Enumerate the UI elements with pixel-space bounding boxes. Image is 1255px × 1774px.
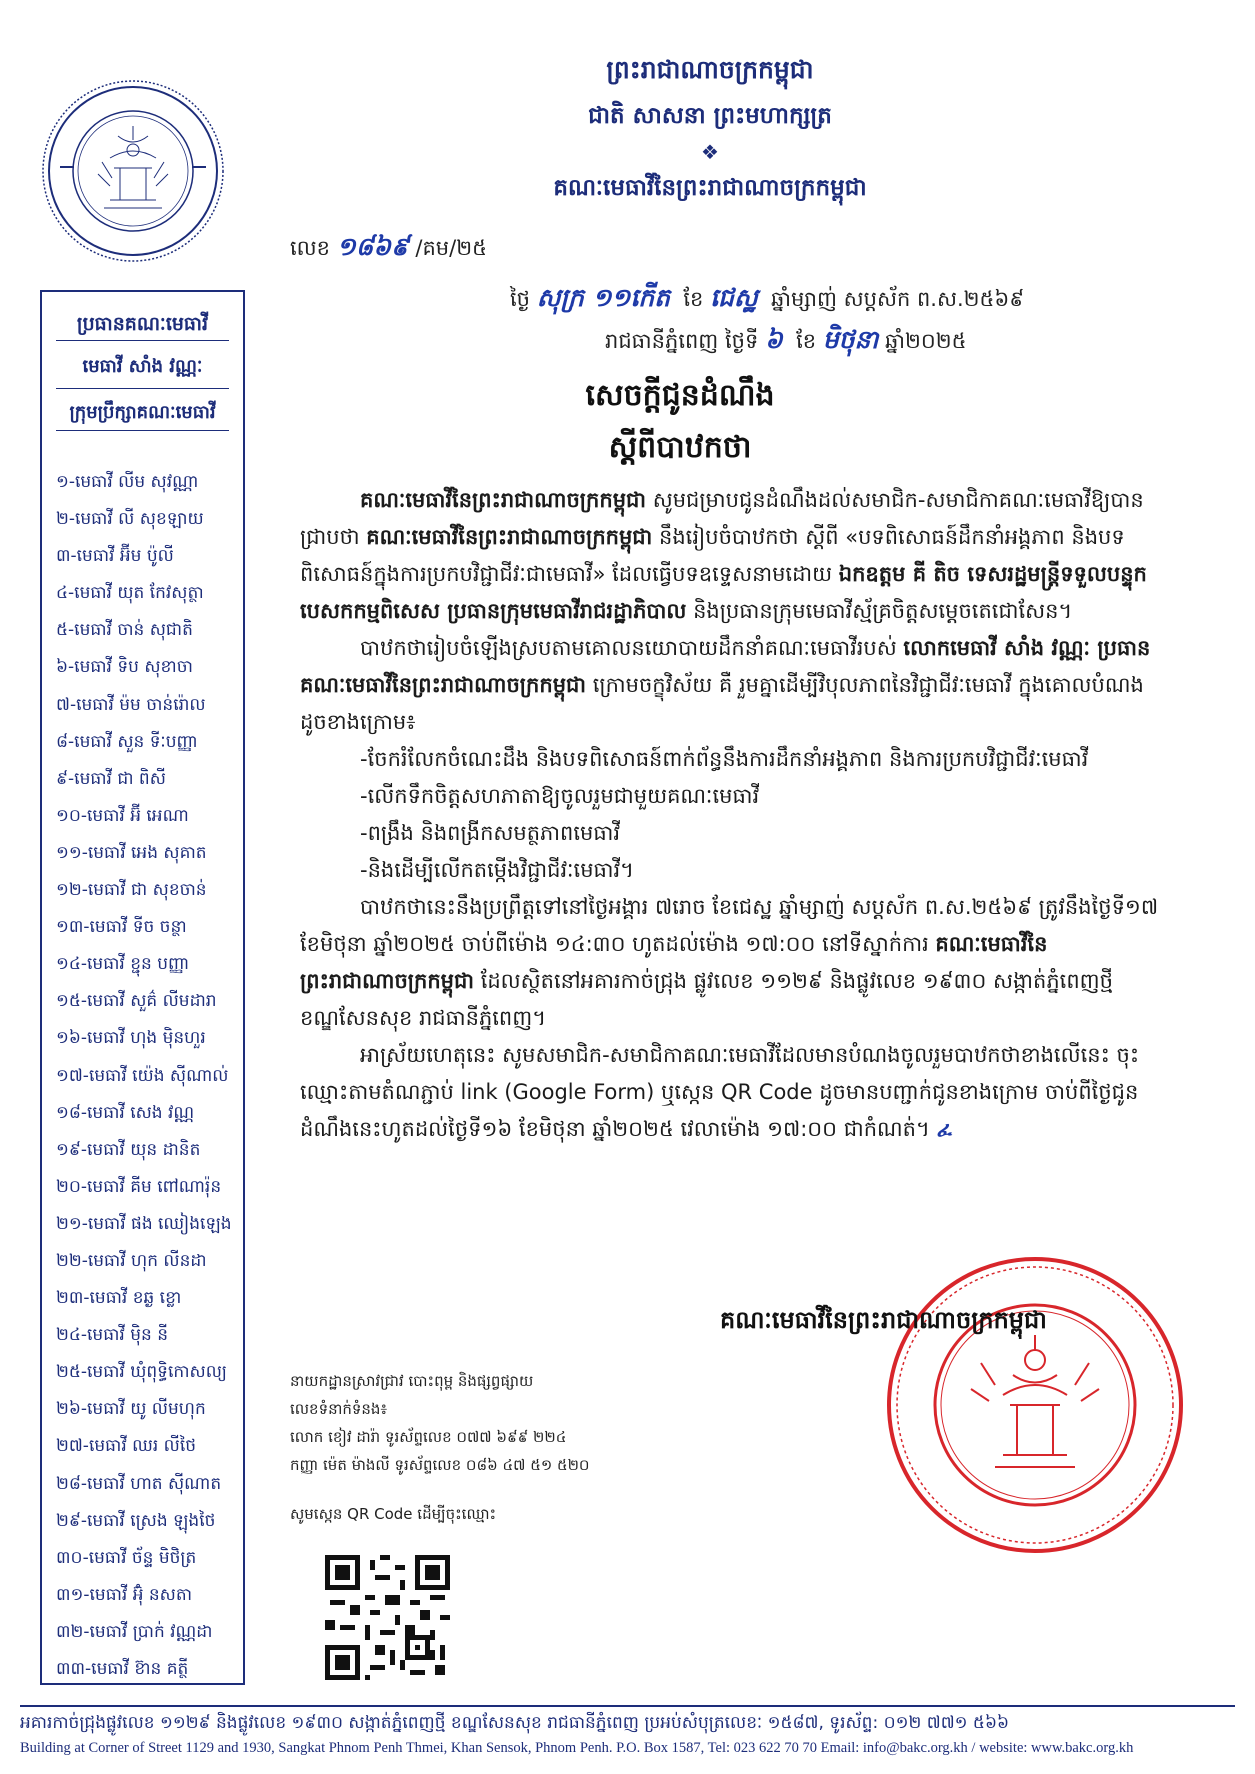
- contact-person-2: កញ្ញា ម៉េត ម៉ាងលី ទូរស័ព្ទលេខ ០៨៦ ៤៧ ៥១ ៥២០: [290, 1456, 590, 1474]
- notice-title: សេចក្តីជូនដំណឹង: [585, 378, 775, 413]
- reference-number: [290, 232, 487, 268]
- solar-month: មិថុនា: [822, 325, 879, 354]
- text: និងប្រធានក្រុមមេធាវីស្ម័គ្រចិត្តសម្តេចតេជោសែន។: [686, 599, 1073, 623]
- kingdom-title: ព្រះរាជាណាចក្រកម្ពុជា: [606, 55, 814, 84]
- lunar-day: សុក្រ ១១កើត: [536, 283, 671, 312]
- council-member-item: ១-មេធាវី លីម សុវណ្ណា: [56, 472, 199, 492]
- paragraph-1: [300, 482, 1160, 630]
- org-name: គណៈមេធាវីនៃព្រះរាជាណាចក្រកម្ពុជា: [366, 525, 653, 549]
- council-member-item: ១២-មេធាវី ជា សុខចាន់: [56, 880, 207, 901]
- speaker-name: ឯកឧត្តម គី តិច ទេសរដ្ឋមន្ត្រីទទួលបន្ទុកបេសកកម្មពិសេស ប្រធានក្រុមមេធាវីរាជរដ្ឋាភិបាល: [300, 562, 1147, 623]
- official-red-seal: [885, 1255, 1185, 1555]
- council-member-item: ៣៣-មេធាវី ខ៊ាន គត្ថី: [56, 1659, 189, 1679]
- council-member-item: ១៥-មេធាវី សួគ៌ លីមដារា: [56, 991, 217, 1012]
- council-member-item: ៤-មេធាវី យុត កែវសុត្ថា: [56, 583, 204, 604]
- council-member-item: ៣២-មេធាវី ប្រាក់ វណ្ណដា: [56, 1621, 213, 1642]
- council-member-item: ១០-មេធាវី អ៊ី អេណា: [56, 805, 189, 826]
- lunar-month: ជេស្ឋ: [710, 283, 758, 312]
- footer-address-khmer: អគារកាច់ជ្រុងផ្លូវលេខ ១១២៩ និងផ្លូវលេខ ១៩៣០ សង្កាត់ភ្នំពេញថ្មី ខណ្ឌសែនសុខ រាជធានីភ្នំពេញ ប្រអប់សំបុត្រលេខៈ ១៥៨៧, ទូរស័ព្ទ: ០១២ ៧៧១ ៥៦៦: [20, 1713, 1010, 1733]
- council-member-list: [56, 464, 232, 1688]
- council-member-item: ២២-មេធាវី ហុក លីនដា: [56, 1250, 207, 1271]
- divider: [56, 388, 229, 389]
- contact-person-1: លោក ខៀវ ដារ៉ា ទូរស័ព្ទលេខ ០៧៧ ៦៩៩ ២២៤: [290, 1428, 567, 1446]
- council-member-item: ២៦-មេធាវី យូ លីមហុក: [56, 1399, 206, 1420]
- president-reference: លោកមេធាវី សាំង វណ្ណៈ ប្រធានគណៈមេធាវីនៃព្រះរាជាណាចក្រកម្ពុជា: [300, 636, 1151, 697]
- council-member-item: ៣-មេធាវី អ៊ីម ប៉ូលី: [56, 546, 174, 567]
- council-member-item: ២៨-មេធាវី ហាត ស៊ីណាត: [56, 1473, 222, 1494]
- objective-item: -ចែករំលែកចំណេះដឹង និងបទពិសោធន៍ពាក់ព័ន្ធនឹងការដឹកនាំអង្គភាព និងការប្រកបវិជ្ជាជីវៈមេធាវី: [360, 747, 1089, 771]
- bar-association-seal: [40, 78, 226, 264]
- council-member-item: ២-មេធាវី លី សុខឡាយ: [56, 509, 204, 530]
- council-member-item: ៦-មេធាវី ទិប សុខាចា: [56, 657, 193, 678]
- solar-year: ឆ្នាំ២០២៥: [884, 329, 967, 353]
- reference-label: លេខ: [290, 236, 330, 260]
- org-name: គណៈមេធាវីនៃព្រះរាជាណាចក្រកម្ពុជា: [300, 932, 1048, 993]
- council-member-item: ១៩-មេធាវី យុន ដានិត: [56, 1139, 201, 1160]
- paragraph-4: [300, 1037, 1160, 1148]
- objectives-list: [300, 741, 1160, 889]
- notice-body: [300, 482, 1160, 1148]
- org-name: គណៈមេធាវីនៃព្រះរាជាណាចក្រកម្ពុជា: [360, 488, 647, 512]
- notice-subtitle: ស្តីពីបាឋកថា: [608, 430, 752, 465]
- text: បាឋកថារៀបចំឡើងស្របតាមគោលនយោបាយដឹកនាំគណៈមេធាវីរបស់: [360, 636, 904, 660]
- divider: [56, 430, 229, 431]
- council-member-item: ១៦-មេធាវី ហុង ម៉ិនហួរ: [56, 1028, 206, 1049]
- objective-item: -និងដើម្បីលើកតម្កើងវិជ្ជាជីវៈមេធាវី។: [360, 858, 635, 882]
- footer-address-english: Building at Corner of Street 1129 and 1930, Sangkat Phnom Penh Thmei, Khan Sensok, Phnom Penh. P.O. Box 1587, Tel: 023 622 70 70 Email: info@bakc.org.kh / website: www.bakc.org.kh: [20, 1740, 1134, 1756]
- council-member-item: ២៧-មេធាវី ឈរ លីថៃ: [56, 1436, 197, 1457]
- nation-motto: ជាតិ សាសនា ព្រះមហាក្សត្រ: [588, 103, 832, 129]
- solar-date-line: [605, 325, 967, 361]
- council-member-item: ៣០-មេធាវី ច័ន្ទ មិថិត្រ: [56, 1547, 197, 1568]
- text: បាឋកថានេះនឹងប្រព្រឹត្តទៅនៅថ្ងៃអង្គារ ៧រោច ខែជេស្ឋ ឆ្នាំម្សាញ់ សប្តស័ក ព.ស.២៥៦៩ ត្រូវនឹងថ្ងៃទី១៧ ខែមិថុនា ឆ្នាំ២០២៥ ចាប់ពីម៉ោង ១៤:៣០ ហូតដល់ម៉ោង ១៧:០០ នៅទីស្នាក់ការ: [300, 895, 1159, 956]
- council-member-item: ១៨-មេធាវី សេង វណ្ណ: [56, 1102, 195, 1123]
- objective-item: -ពង្រឹង និងពង្រីកសមត្ថភាពមេធាវី: [360, 821, 621, 845]
- council-member-item: ៣១-មេធាវី អ៊ុំ នសតា: [56, 1584, 193, 1605]
- lunar-year: ឆ្នាំម្សាញ់ សប្តស័ក ព.ស.២៥៦៩: [771, 287, 1025, 311]
- council-member-item: ២៥-មេធាវី ឃុំពុទ្ធិកោសល្យ: [56, 1362, 227, 1383]
- council-member-item: ២៤-មេធាវី ម៉ិន នី: [56, 1325, 168, 1346]
- council-title: ក្រុមប្រឹក្សាគណៈមេធាវី: [69, 402, 216, 423]
- paragraph-3: [300, 889, 1160, 1037]
- qr-caption: សូមស្កេន QR Code ដើម្បីចុះឈ្មោះ: [290, 1505, 497, 1523]
- council-member-item: ១៣-មេធាវី ទីច ចន្ថា: [56, 917, 187, 938]
- text: នឹងរៀបចំបាឋកថា ស្តីពី «បទពិសោធន៍ដឹកនាំអង្គភាព និងបទពិសោធន៍ក្នុងការប្រកបវិជ្ជាជីវៈជាមេធាវី» ដែលធ្វើបទឧទ្ទេសនាមដោយ: [300, 525, 1125, 586]
- objective-item: -លើកទឹកចិត្តសហភាតាឱ្យចូលរួមជាមួយគណៈមេធាវី: [360, 784, 760, 808]
- council-sidebar: [40, 290, 245, 1685]
- text: សូមជម្រាបជូនដំណឹងដល់សមាជិក-សមាជិកាគណៈមេធាវីឱ្យបានជ្រាបថា: [300, 488, 1144, 549]
- text: ដែលស្ថិតនៅអគារកាច់ជ្រុង ផ្លូវលេខ ១១២៩ និងផ្លូវលេខ ១៩៣០ សង្កាត់ភ្នំពេញថ្មី ខណ្ឌសែនសុខ រាជធានីភ្នំពេញ។: [300, 969, 1113, 1030]
- divider: [56, 340, 229, 341]
- month-label: ខែ: [796, 329, 817, 353]
- text: ក្រោមចក្ខុវិស័យ គឺ រួមគ្នាដើម្បីវិបុលភាពនៃវិជ្ជាជីវៈមេធាវី ក្នុងគោលបំណងដូចខាងក្រោម៖: [300, 673, 1144, 734]
- president-name: មេធាវី សាំង វណ្ណៈ: [82, 356, 203, 377]
- department-name: នាយកដ្ឋានស្រាវជ្រាវ បោះពុម្ព និងផ្សព្វផ្សាយ: [290, 1372, 534, 1390]
- text: អាស្រ័យហេតុនេះ សូមសមាជិក-សមាជិកាគណៈមេធាវីដែលមានបំណងចូលរួមបាឋកថាខាងលើនេះ ចុះឈ្មោះតាមតំណភ្ជាប់ link (Google Form) ឬស្កេន QR Code ដូចមានបញ្ជាក់ជូនខាងក្រោម ចាប់ពីថ្ងៃជូនដំណឹងនេះហូតដល់ថ្ងៃទី១៦ ខែមិថុនា ឆ្នាំ២០២៥ វេលាម៉ោង ១៧:០០ ជាកំណត់។: [300, 1043, 1140, 1141]
- council-member-item: ១៧-មេធាវី យ៉េង ស៊ីណាល់: [56, 1065, 229, 1086]
- council-member-item: ៥-មេធាវី ចាន់ សុជាតិ: [56, 620, 193, 641]
- signature-org-name: គណៈមេធាវីនៃព្រះរាជាណាចក្រកម្ពុជា: [720, 1306, 1047, 1334]
- council-member-item: ១១-មេធាវី អេង សុគាត: [56, 842, 207, 863]
- month-label: ខែ: [683, 287, 704, 311]
- lunar-date-line: [510, 283, 1024, 319]
- contact-label: លេខទំនាក់ទំនង៖: [290, 1400, 388, 1418]
- council-member-item: ៨-មេធាវី សួន ទីៈបញ្ញា: [56, 731, 198, 752]
- registration-qr-code[interactable]: [325, 1555, 450, 1680]
- handwritten-initial: ፈ: [936, 1117, 952, 1141]
- header-org-name: គណៈមេធាវីនៃព្រះរាជាណាចក្រកម្ពុជា: [553, 175, 867, 201]
- day-label: ថ្ងៃ: [510, 287, 530, 311]
- reference-suffix: /គម/២៥: [415, 236, 487, 260]
- council-member-item: ៧-មេធាវី ម៉ម ចាន់រ៉ោល: [56, 694, 206, 715]
- city-date-prefix: រាជធានីភ្នំពេញ ថ្ងៃទី: [605, 329, 759, 353]
- president-title: ប្រធានគណៈមេធាវី: [76, 313, 209, 335]
- ornament-divider: ❖: [701, 140, 719, 164]
- council-member-item: ២៩-មេធាវី ស្រេង ឡុងថៃ: [56, 1510, 216, 1531]
- paragraph-2: [300, 630, 1160, 741]
- council-member-item: ១៤-មេធាវី ខ្ជុន បញ្ញា: [56, 954, 190, 975]
- footer-divider: [20, 1705, 1235, 1707]
- council-member-item: ៩-មេធាវី ជា ពិសី: [56, 768, 166, 789]
- council-member-item: ២០-មេធាវី គីម ពៅណារ៉ុន: [56, 1176, 222, 1197]
- reference-handwritten-number: ១៨៦៩: [336, 232, 409, 261]
- council-member-item: ២៣-មេធាវី ខឆ្ង ខ្លោ: [56, 1288, 182, 1309]
- council-member-item: ២១-មេធាវី ផង ឈៀងឡេង: [56, 1213, 232, 1234]
- solar-day: ៦: [765, 325, 783, 354]
